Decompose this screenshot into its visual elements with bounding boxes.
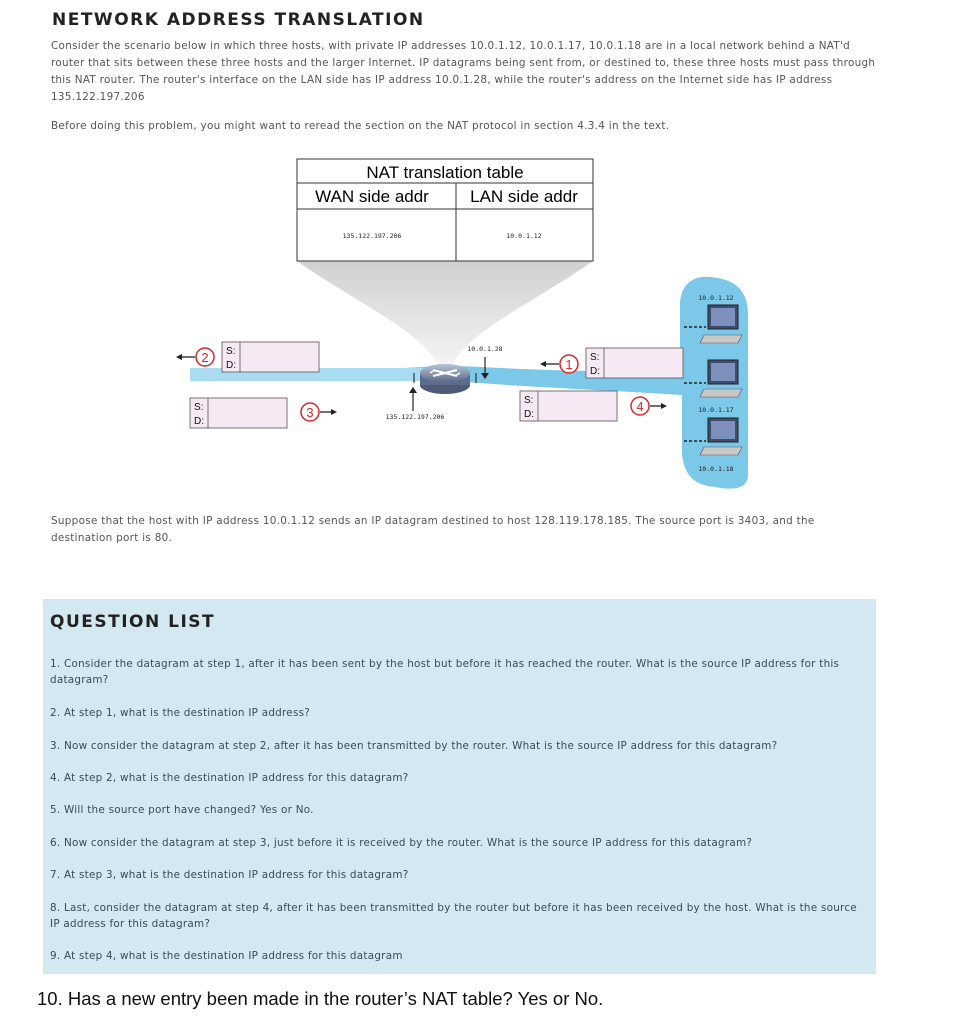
lan-header: LAN side addr xyxy=(470,187,578,206)
question-item: 8. Last, consider the datagram at step 4, after it has been transmitted by the router but before it has been received by the host. What is the source IP address for this datagram? xyxy=(50,902,857,930)
router-lan-ip: 10.0.1.28 xyxy=(467,345,503,353)
nat-table xyxy=(297,159,593,261)
wan-entry: 135.122.197.206 xyxy=(342,232,402,240)
host1-ip: 10.0.1.12 xyxy=(698,294,734,302)
router-wan-ip: 135.122.197.206 xyxy=(385,413,445,421)
question-list-title: QUESTION LIST xyxy=(50,612,216,632)
packet-step-3 xyxy=(190,398,337,428)
packet-step-2 xyxy=(176,342,319,372)
step-3-badge: 3 xyxy=(306,405,314,420)
host2-ip: 10.0.1.17 xyxy=(698,406,734,414)
nat-router xyxy=(420,364,470,394)
reread-note: Before doing this problem, you might want to reread the section on the NAT protocol in section 4.3.4 in the text. xyxy=(51,120,670,132)
host3-ip: 10.0.1.18 xyxy=(698,465,734,473)
packet2-dst-label: D: xyxy=(226,360,236,371)
nat-table-title: NAT translation table xyxy=(366,163,524,182)
nat-diagram xyxy=(150,155,760,490)
step-1-badge: 1 xyxy=(565,357,573,372)
packet4-dst-label: D: xyxy=(524,409,534,420)
question-item: 4. At step 2, what is the destination IP address for this datagram? xyxy=(50,772,409,784)
question-item: 3. Now consider the datagram at step 2, after it has been transmitted by the router. What is the source IP address for this datagram? xyxy=(50,740,778,752)
lan-entry: 10.0.1.12 xyxy=(506,232,542,240)
question-item: 5. Will the source port have changed? Yes or No. xyxy=(50,804,314,816)
packet3-dst-label: D: xyxy=(194,416,204,427)
question-item: 7. At step 3, what is the destination IP address for this datagram? xyxy=(50,869,409,881)
question-item: 6. Now consider the datagram at step 3, just before it is received by the router. What is the source IP address for this datagram? xyxy=(50,837,753,849)
packet-step-4 xyxy=(520,391,667,421)
packet1-dst-label: D: xyxy=(590,366,600,377)
step-2-badge: 2 xyxy=(201,350,209,365)
question-list xyxy=(43,599,876,974)
question-item: 9. At step 4, what is the destination IP address for this datagram xyxy=(50,950,403,962)
wan-header: WAN side addr xyxy=(315,187,429,206)
packet4-src-label: S: xyxy=(524,395,534,406)
packet3-src-label: S: xyxy=(194,402,204,413)
intro-paragraph: Consider the scenario below in which three hosts, with private IP addresses 10.0.1.12, 10.0.1.17, 10.0.1.18 are in a local network behind a NAT'd router that sits between these three hosts and the larger Internet. IP datagrams being sent from, or destined to, these three hosts must pass through this NAT router. The router's interface on the LAN side has IP address 10.0.1.28, while the router's address on the Internet side has IP address 135.122.197.206 xyxy=(51,40,876,103)
page-title: NETWORK ADDRESS TRANSLATION xyxy=(52,10,425,30)
packet2-src-label: S: xyxy=(226,346,236,357)
table-funnel xyxy=(297,261,593,365)
packet1-src-label: S: xyxy=(590,352,600,363)
question-10: 10. Has a new entry been made in the router’s NAT table? Yes or No. xyxy=(37,988,604,1009)
step-4-badge: 4 xyxy=(636,399,644,414)
scenario-paragraph: Suppose that the host with IP address 10.0.1.12 sends an IP datagram destined to host 128.119.178.185. The source port is 3403, and the destination port is 80. xyxy=(51,515,815,544)
question-item: 2. At step 1, what is the destination IP address? xyxy=(50,707,311,719)
question-item: 1. Consider the datagram at step 1, after it has been sent by the host but before it has reached the router. What is the source IP address for this datagram? xyxy=(50,658,840,686)
